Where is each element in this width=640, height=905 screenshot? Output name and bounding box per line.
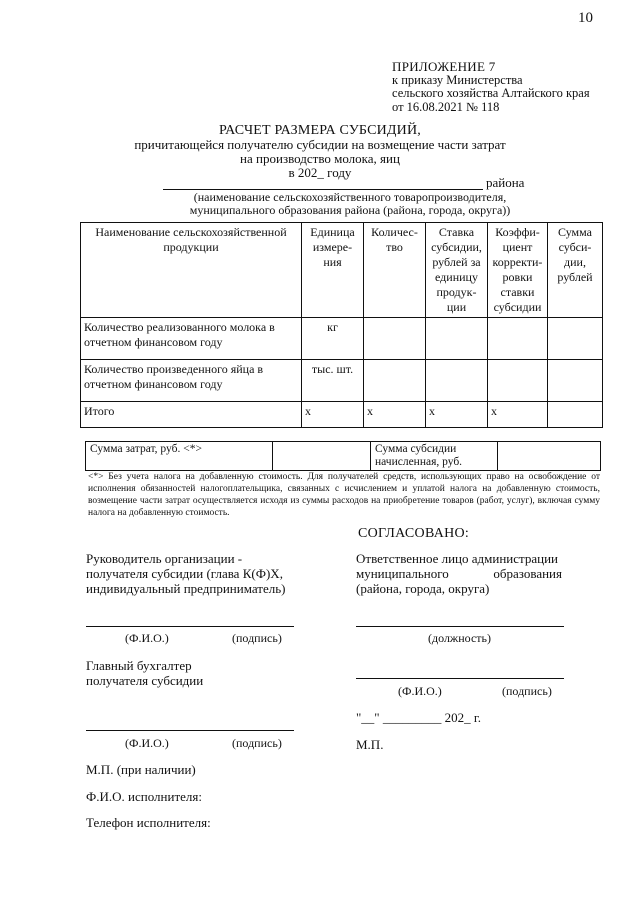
signature-label: (подпись) [502,684,552,698]
right-signatory-line [356,566,562,581]
table-cell: Итого [81,402,302,428]
left-signatory-line: получателя субсидии (глава К(Ф)Х, [86,566,283,581]
date-field[interactable]: "__" _________ 202_ г. [356,710,481,725]
appendix-line: от 16.08.2021 № 118 [392,99,500,114]
signature-line[interactable] [356,678,564,679]
table-cell: х [302,402,364,428]
table-cell[interactable] [364,318,426,360]
appendix-line: к приказу Министерства [392,72,523,87]
stamp-label: М.П. (при наличии) [86,762,196,777]
fio-label: (Ф.И.О.) [398,684,442,698]
appendix-title: ПРИЛОЖЕНИЕ 7 [392,59,496,74]
table-cell: х [364,402,426,428]
accountant-line: Главный бухгалтер [86,658,192,673]
table-row-total [81,402,603,428]
executor-phone-label: Телефон исполнителя: [86,815,211,830]
table-cell[interactable] [426,318,488,360]
header-quantity: Количес-тво [364,223,426,318]
sum-table [85,441,601,471]
header-product: Наименование сельскохозяйственной продукции [81,223,302,318]
region-note-line: (наименование сельскохозяйственного товаропроизводителя, [193,190,507,204]
right-signatory [356,551,562,596]
cost-label: Сумма затрат, руб. <*> [86,442,273,471]
region-suffix: района [486,175,525,190]
table-cell[interactable] [548,360,603,402]
subsidy-label [371,442,498,471]
title-line: на производство молока, яиц [240,151,400,166]
subsidy-label-line: начисленная, руб. [375,456,463,468]
title-main: РАСЧЕТ РАЗМЕРА СУБСИДИЙ, [218,123,421,138]
title-line: причитающейся получателю субсидии на возмещение части затрат [134,137,506,152]
agreed-label: СОГЛАСОВАНО: [358,526,470,541]
table-row [81,318,603,360]
table-cell[interactable] [488,318,548,360]
header-unit: Единица измере-ния [302,223,364,318]
table-cell: Количество реализованного молока в отчетном финансовом году [81,318,302,360]
executor-name-label: Ф.И.О. исполнителя: [86,789,202,804]
right-signatory-line: Ответственное лицо администрации [356,551,559,566]
table-row [81,360,603,402]
fio-label: (Ф.И.О.) [125,631,169,645]
right-signatory-word: муниципального [356,566,449,581]
signature-label: (подпись) [232,631,282,645]
page-number: 10 [578,10,593,26]
table-cell: Количество произведенного яйца в отчетном финансовом году [81,360,302,402]
position-label: (должность) [428,631,491,645]
table-cell[interactable] [488,360,548,402]
table-cell: х [488,402,548,428]
title-line: в 202_ году [288,165,352,180]
table-cell[interactable] [548,318,603,360]
table-cell: тыс. шт. [302,360,364,402]
table-cell[interactable] [426,360,488,402]
cost-value[interactable] [273,442,371,471]
accountant-block [86,658,203,688]
subsidy-label-line [375,443,493,456]
appendix-line: сельского хозяйства Алтайского края [392,86,590,100]
footnote: <*> Без учета налога на добавленную стоимость. Для получателей средств, использующих право на освобождение от исполнения обязанностей налогоплательщика, связанных с исчислением и уплатой налога на добавленную стоимость, возмещение части затрат осуществляется исходя из суммы расходов на приобретение товаров (работ, услуг), включая сумму налога на добавленную стоимость. [88,472,600,518]
position-line[interactable] [356,626,564,627]
right-signatory-line: (района, города, округа) [356,581,490,596]
signature-label: (подпись) [232,736,282,750]
stamp-label: М.П. [356,737,384,752]
left-signatory [86,551,286,596]
table-cell[interactable] [548,402,603,428]
subsidy-label-text: Сумма субсидии [375,443,457,455]
right-signatory-word: образования [493,566,562,581]
subsidy-value[interactable] [498,442,601,471]
left-signatory-line: индивидуальный предприниматель) [86,581,286,596]
fio-label: (Ф.И.О.) [125,736,169,750]
document-title [0,124,640,180]
signature-line[interactable] [86,626,294,627]
header-sum: Сумма субси-дии, рублей [548,223,603,318]
signature-line[interactable] [86,730,294,731]
accountant-line: получателя субсидии [86,673,204,688]
region-note [170,191,530,217]
header-rate: Ставка субсидии, рублей за единицу продук-ции [426,223,488,318]
table-row [86,442,601,471]
region-input-line[interactable] [163,175,483,190]
table-cell: кг [302,318,364,360]
table-header-row [81,223,603,318]
header-coefficient: Коэффи-циент корректи-ровки ставки субсидии [488,223,548,318]
table-cell: х [426,402,488,428]
subsidy-table [80,222,603,428]
left-signatory-line: Руководитель организации - [86,551,243,566]
appendix-block [392,60,590,114]
table-cell[interactable] [364,360,426,402]
region-note-line: муниципального образования района (района, города, округа)) [189,203,511,217]
